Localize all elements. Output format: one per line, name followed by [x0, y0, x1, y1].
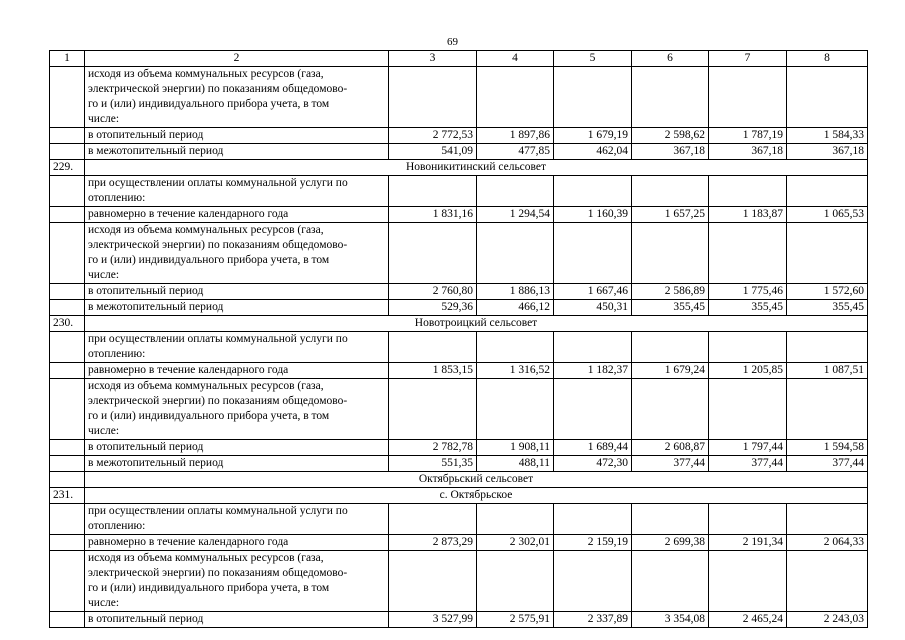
value-cell: [632, 504, 709, 535]
value-cell: 1 657,25: [632, 207, 709, 223]
value-cell: [632, 67, 709, 128]
value-cell: [632, 176, 709, 207]
value-cell: 472,30: [554, 456, 632, 472]
value-cell: 1 831,16: [389, 207, 477, 223]
value-cell: 1 787,19: [709, 128, 787, 144]
row-label: в межотопительный период: [85, 300, 389, 316]
value-cell: [554, 379, 632, 440]
row-index: [50, 207, 85, 223]
value-cell: 1 160,39: [554, 207, 632, 223]
table-row: [50, 612, 868, 628]
value-cell: 2 772,53: [389, 128, 477, 144]
description-row: [50, 67, 868, 128]
value-cell: [787, 504, 868, 535]
row-description: [85, 67, 389, 128]
value-cell: 2 608,87: [632, 440, 709, 456]
value-cell: 367,18: [787, 144, 868, 160]
value-cell: [477, 223, 554, 284]
value-cell: 488,11: [477, 456, 554, 472]
value-cell: [787, 223, 868, 284]
description-line: исходя из объема коммунальных ресурсов (газа,: [88, 224, 324, 236]
value-cell: 1 908,11: [477, 440, 554, 456]
value-cell: 377,44: [632, 456, 709, 472]
header-row: [50, 51, 868, 67]
section-title: с. Октябрьское: [85, 488, 868, 504]
section-title: Новоникитинский сельсовет: [85, 160, 868, 176]
value-cell: [477, 332, 554, 363]
description-line: электрической энергии) по показаниям общедомово-: [88, 395, 348, 407]
table-row: [50, 207, 868, 223]
description-row: [50, 223, 868, 284]
value-cell: 1 065,53: [787, 207, 868, 223]
column-header: 5: [554, 51, 632, 67]
value-cell: 355,45: [632, 300, 709, 316]
value-cell: 3 527,99: [389, 612, 477, 628]
value-cell: 1 775,46: [709, 284, 787, 300]
table-row: [50, 535, 868, 551]
value-cell: 367,18: [632, 144, 709, 160]
row-index: 229.: [50, 160, 85, 176]
value-cell: 1 182,37: [554, 363, 632, 379]
row-index: [50, 612, 85, 628]
description-line: электрической энергии) по показаниям общедомово-: [88, 239, 348, 251]
value-cell: [709, 551, 787, 612]
value-cell: [554, 176, 632, 207]
value-cell: 2 760,80: [389, 284, 477, 300]
value-cell: 2 337,89: [554, 612, 632, 628]
description-line: числе:: [88, 425, 120, 437]
row-index: [50, 223, 85, 284]
row-label: в межотопительный период: [85, 144, 389, 160]
description-line: отоплению:: [88, 192, 146, 204]
table-body: [50, 67, 868, 628]
value-cell: [554, 223, 632, 284]
value-cell: [632, 379, 709, 440]
table-row: [50, 284, 868, 300]
section-row: [50, 316, 868, 332]
description-line: при осуществлении оплаты коммунальной услуги по: [88, 333, 348, 345]
section-row: [50, 160, 868, 176]
value-cell: [709, 504, 787, 535]
row-label: равномерно в течение календарного года: [85, 207, 389, 223]
value-cell: 1 886,13: [477, 284, 554, 300]
row-description: [85, 176, 389, 207]
description-row: [50, 379, 868, 440]
row-index: [50, 176, 85, 207]
value-cell: 477,85: [477, 144, 554, 160]
row-index: [50, 456, 85, 472]
table-row: [50, 440, 868, 456]
value-cell: 377,44: [787, 456, 868, 472]
value-cell: [787, 176, 868, 207]
row-description: [85, 332, 389, 363]
value-cell: 3 354,08: [632, 612, 709, 628]
value-cell: [477, 176, 554, 207]
table-row: [50, 363, 868, 379]
description-line: исходя из объема коммунальных ресурсов (газа,: [88, 552, 324, 564]
value-cell: 1 294,54: [477, 207, 554, 223]
value-cell: 1 572,60: [787, 284, 868, 300]
section-row: [50, 488, 868, 504]
value-cell: [709, 332, 787, 363]
row-index: 231.: [50, 488, 85, 504]
value-cell: 2 782,78: [389, 440, 477, 456]
value-cell: 551,35: [389, 456, 477, 472]
value-cell: [554, 67, 632, 128]
column-header: 3: [389, 51, 477, 67]
value-cell: [554, 332, 632, 363]
row-description: [85, 551, 389, 612]
value-cell: 1 316,52: [477, 363, 554, 379]
table-row: [50, 456, 868, 472]
value-cell: [389, 504, 477, 535]
value-cell: 2 064,33: [787, 535, 868, 551]
row-index: [50, 551, 85, 612]
value-cell: [389, 551, 477, 612]
value-cell: 462,04: [554, 144, 632, 160]
row-index: 230.: [50, 316, 85, 332]
row-description: [85, 379, 389, 440]
value-cell: 2 598,62: [632, 128, 709, 144]
row-description: [85, 504, 389, 535]
description-line: отоплению:: [88, 520, 146, 532]
value-cell: [477, 67, 554, 128]
value-cell: [477, 504, 554, 535]
value-cell: 2 302,01: [477, 535, 554, 551]
value-cell: 466,12: [477, 300, 554, 316]
value-cell: [554, 504, 632, 535]
row-index: [50, 535, 85, 551]
value-cell: 1 679,24: [632, 363, 709, 379]
tariff-table: [49, 50, 868, 628]
value-cell: [554, 551, 632, 612]
value-cell: 1 853,15: [389, 363, 477, 379]
row-label: в отопительный период: [85, 128, 389, 144]
value-cell: 1 183,87: [709, 207, 787, 223]
value-cell: [389, 67, 477, 128]
value-cell: 355,45: [787, 300, 868, 316]
row-label: в отопительный период: [85, 612, 389, 628]
value-cell: 1 679,19: [554, 128, 632, 144]
column-header: 8: [787, 51, 868, 67]
value-cell: [787, 67, 868, 128]
description-line: при осуществлении оплаты коммунальной услуги по: [88, 177, 348, 189]
value-cell: 2 575,91: [477, 612, 554, 628]
row-index: [50, 379, 85, 440]
row-index: [50, 363, 85, 379]
row-index: [50, 504, 85, 535]
value-cell: [389, 223, 477, 284]
row-index: [50, 300, 85, 316]
row-label: в отопительный период: [85, 440, 389, 456]
value-cell: 2 191,34: [709, 535, 787, 551]
column-header: 7: [709, 51, 787, 67]
value-cell: 2 699,38: [632, 535, 709, 551]
section-title: Октябрьский сельсовет: [85, 472, 868, 488]
value-cell: [477, 551, 554, 612]
row-label: равномерно в течение календарного года: [85, 363, 389, 379]
description-line: электрической энергии) по показаниям общедомово-: [88, 83, 348, 95]
value-cell: 1 689,44: [554, 440, 632, 456]
description-line: го и (или) индивидуального прибора учета, в том: [88, 254, 330, 266]
value-cell: 2 873,29: [389, 535, 477, 551]
value-cell: 2 465,24: [709, 612, 787, 628]
value-cell: [787, 379, 868, 440]
value-cell: [632, 332, 709, 363]
value-cell: 367,18: [709, 144, 787, 160]
value-cell: [389, 332, 477, 363]
column-header: 1: [50, 51, 85, 67]
description-line: исходя из объема коммунальных ресурсов (газа,: [88, 68, 324, 80]
section-title: Новотроицкий сельсовет: [85, 316, 868, 332]
value-cell: [389, 176, 477, 207]
value-cell: [787, 332, 868, 363]
description-row: [50, 332, 868, 363]
row-index: [50, 440, 85, 456]
description-line: го и (или) индивидуального прибора учета, в том: [88, 582, 330, 594]
row-label: равномерно в течение календарного года: [85, 535, 389, 551]
table-row: [50, 300, 868, 316]
row-index: [50, 472, 85, 488]
value-cell: [632, 551, 709, 612]
row-index: [50, 128, 85, 144]
value-cell: 377,44: [709, 456, 787, 472]
row-index: [50, 332, 85, 363]
value-cell: 2 159,19: [554, 535, 632, 551]
row-label: в межотопительный период: [85, 456, 389, 472]
value-cell: [389, 379, 477, 440]
column-header: 2: [85, 51, 389, 67]
value-cell: 1 584,33: [787, 128, 868, 144]
table-row: [50, 144, 868, 160]
description-line: числе:: [88, 597, 120, 609]
description-line: исходя из объема коммунальных ресурсов (газа,: [88, 380, 324, 392]
column-header: 6: [632, 51, 709, 67]
value-cell: 1 667,46: [554, 284, 632, 300]
row-label: в отопительный период: [85, 284, 389, 300]
description-line: го и (или) индивидуального прибора учета, в том: [88, 98, 330, 110]
value-cell: 1 087,51: [787, 363, 868, 379]
value-cell: 529,36: [389, 300, 477, 316]
value-cell: [709, 67, 787, 128]
value-cell: [709, 176, 787, 207]
description-row: [50, 176, 868, 207]
description-line: отоплению:: [88, 348, 146, 360]
value-cell: 1 205,85: [709, 363, 787, 379]
value-cell: 355,45: [709, 300, 787, 316]
row-index: [50, 284, 85, 300]
value-cell: [709, 379, 787, 440]
description-line: го и (или) индивидуального прибора учета, в том: [88, 410, 330, 422]
description-line: числе:: [88, 113, 120, 125]
column-header: 4: [477, 51, 554, 67]
value-cell: 541,09: [389, 144, 477, 160]
section-row: [50, 472, 868, 488]
value-cell: 2 243,03: [787, 612, 868, 628]
value-cell: [477, 379, 554, 440]
description-row: [50, 504, 868, 535]
value-cell: [787, 551, 868, 612]
row-description: [85, 223, 389, 284]
value-cell: [632, 223, 709, 284]
description-line: электрической энергии) по показаниям общедомово-: [88, 567, 348, 579]
value-cell: 450,31: [554, 300, 632, 316]
value-cell: 2 586,89: [632, 284, 709, 300]
table-row: [50, 128, 868, 144]
description-row: [50, 551, 868, 612]
description-line: числе:: [88, 269, 120, 281]
value-cell: 1 594,58: [787, 440, 868, 456]
value-cell: 1 897,86: [477, 128, 554, 144]
page-number: 69: [447, 36, 458, 48]
row-index: [50, 144, 85, 160]
row-index: [50, 67, 85, 128]
description-line: при осуществлении оплаты коммунальной услуги по: [88, 505, 348, 517]
value-cell: [709, 223, 787, 284]
value-cell: 1 797,44: [709, 440, 787, 456]
